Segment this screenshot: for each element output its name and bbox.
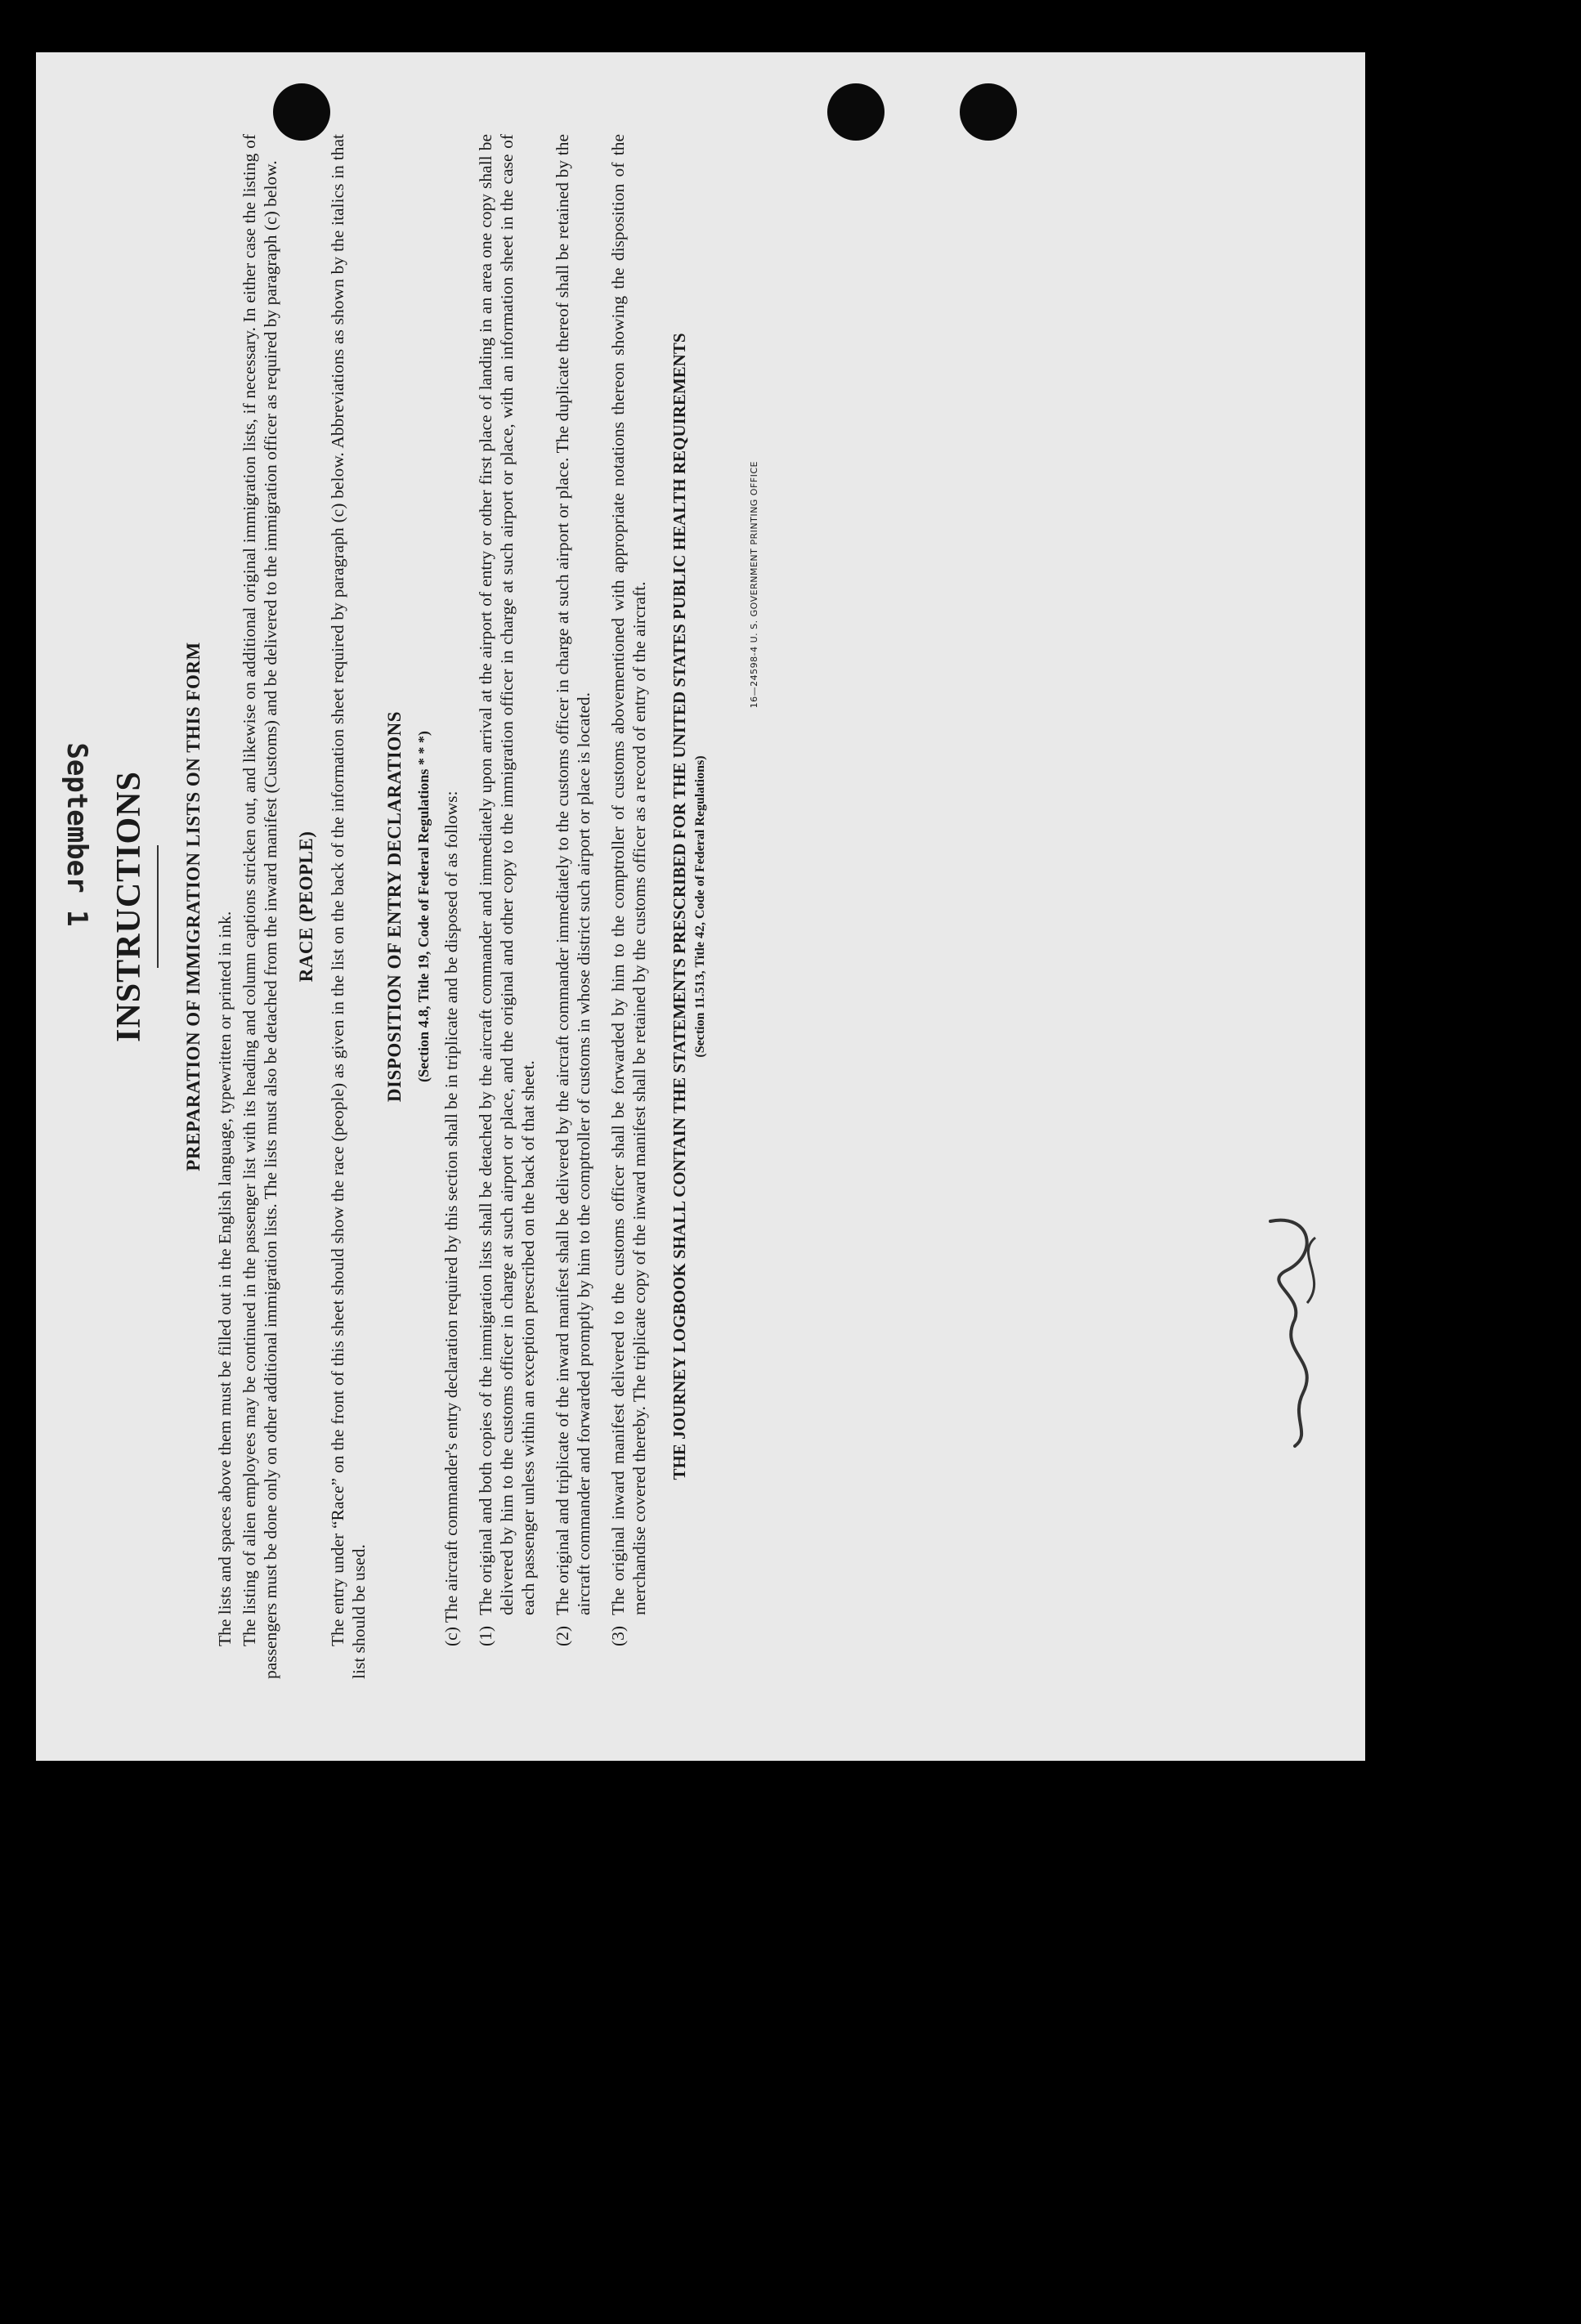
race-paragraph: The entry under “Race” on the front of this sheet should show the race (people) as given in the list on the back of the information sheet required by paragraph (c) below. Abbreviations as shown by the italics in that list should be used. xyxy=(328,134,369,1679)
disposition-items xyxy=(475,134,650,1646)
preparation-paragraph-1: The lists and spaces above them must be filled out in the English language, typewritten or printed in ink. xyxy=(215,911,235,1646)
preparation-paragraph-2: The listing of alien employees may be continued in the passenger list with its heading and column captions stricken out, and likewise on additional original immigration lists, if necessary. In either case the listing of passengers must be done only on other additional immigration lists. The lists must also be detached from the inward manifest (Customs) and be delivered to the immigration officer as required by paragraph (c) below. xyxy=(240,134,280,1679)
logbook-requirement-citation: (Section 11.513, Title 42, Code of Federal Regulations) xyxy=(693,755,707,1058)
punch-hole-top-left xyxy=(273,83,330,141)
item-text: The original and both copies of the immigration lists shall be detached by the aircraft commander and immediately upon arrival at the airport of entry or other first place of landing in an area one copy shall be delivered by him to the customs officer in charge at such airport or place, and the original and other copy to the immigration officer in charge at such airport or place, with an information sheet in the case of each passenger unless within an exception prescribed on the back of that sheet. xyxy=(476,134,538,1615)
preparation-heading: PREPARATION OF IMMIGRATION LISTS ON THIS FORM xyxy=(183,642,204,1171)
disposition-heading: DISPOSITION OF ENTRY DECLARATIONS xyxy=(384,710,405,1103)
printing-office-line: 16—24598-4 U. S. GOVERNMENT PRINTING OFFICE xyxy=(749,461,759,709)
item-text: The original and triplicate of the inward manifest shall be delivered by the aircraft commander immediately to the customs officer in charge at such airport or place. The duplicate thereof shall be retained by the aircraft commander and forwarded promptly by him to the comptroller of customs in whose district such airport or place is located. xyxy=(553,134,593,1615)
item-number: (2) xyxy=(553,1625,572,1646)
item-text: The original inward manifest delivered to the customs officer shall be forwarded by him to the comptroller of customs abovementioned with appropriate notations thereon showing the disposition of the merchandise covered thereby. The triplicate copy of the inward manifest shall be retained by the customs officer as a record of entry of the aircraft. xyxy=(608,134,649,1615)
page-title: INSTRUCTIONS xyxy=(110,771,148,1042)
disposition-subheading: (Section 4.8, Title 19, Code of Federal Regulations * * *) xyxy=(415,731,432,1082)
disposition-item xyxy=(607,134,650,1646)
logbook-requirement: THE JOURNEY LOGBOOK SHALL CONTAIN THE STATEMENTS PRESCRIBED FOR THE UNITED STATES PUBLIC HEALTH REQUIREMENTS xyxy=(670,333,689,1480)
disposition-item xyxy=(475,134,539,1646)
race-heading: RACE (PEOPLE) xyxy=(296,831,316,983)
disposition-intro: (c) The aircraft commander's entry declaration required by this section shall be in triplicate and be disposed of as follows: xyxy=(441,790,461,1646)
punch-hole-top-right xyxy=(960,83,1017,141)
punch-hole-top-middle xyxy=(827,83,885,141)
item-number: (3) xyxy=(608,1625,628,1646)
handwritten-signature xyxy=(1246,1205,1344,1450)
document-page xyxy=(36,52,1365,1761)
item-number: (1) xyxy=(476,1625,495,1646)
date-stamp: September 1 xyxy=(60,742,93,943)
rotated-content xyxy=(60,134,1270,1679)
title-rule xyxy=(157,845,159,968)
disposition-item xyxy=(552,134,594,1646)
